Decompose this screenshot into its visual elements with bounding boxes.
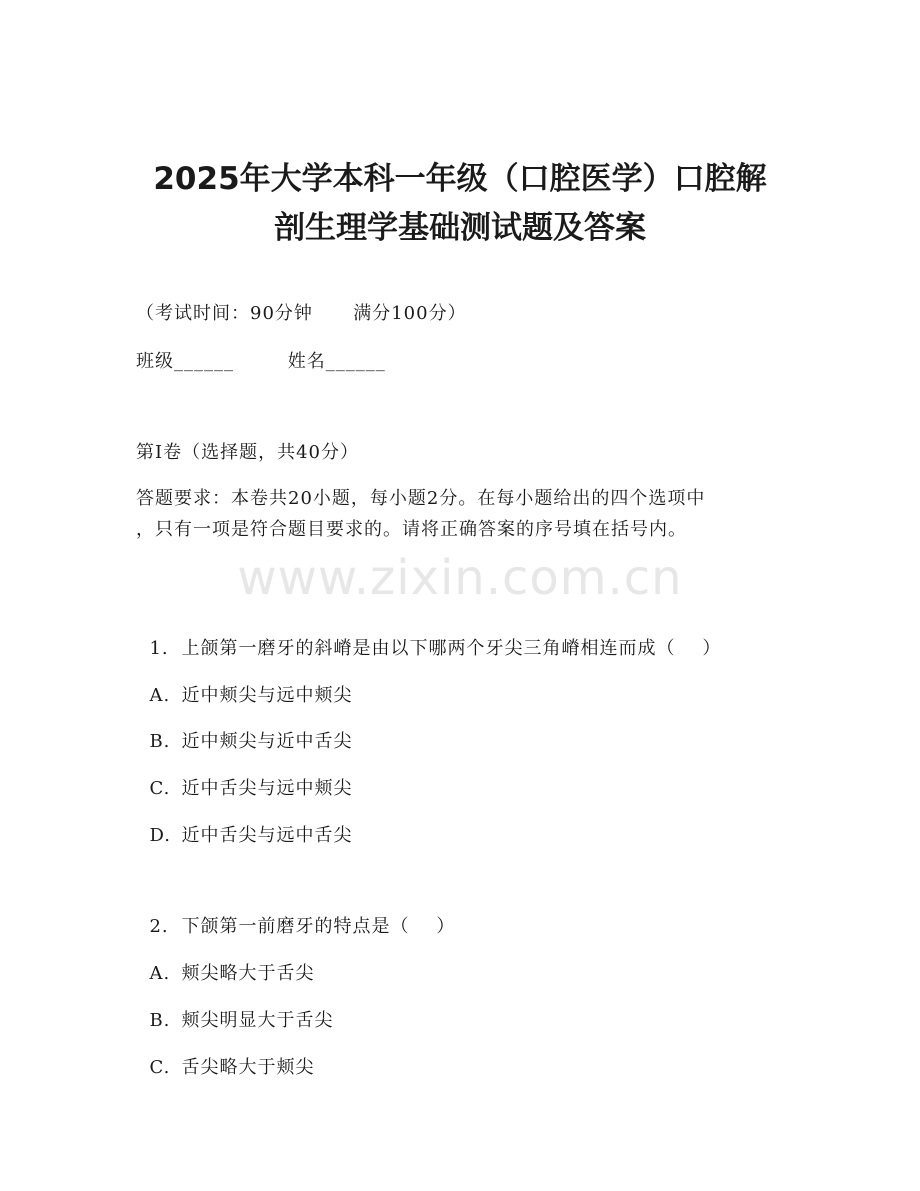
option-text: 近中舌尖与远中舌尖 xyxy=(181,825,353,846)
question-1 xyxy=(136,610,721,662)
question-1-option-a xyxy=(136,657,352,709)
option-text: 近中颊尖与远中颊尖 xyxy=(181,685,353,706)
question-2-option-a xyxy=(136,935,314,987)
question-2-option-c xyxy=(136,1029,314,1081)
watermark: www.zixin.com.cn xyxy=(237,550,683,606)
page-title-line-2: 剖生理学基础测试题及答案 xyxy=(274,210,646,246)
page-title-line-1: 2025年大学本科一年级（口腔医学）口腔解 xyxy=(153,161,767,197)
question-1-option-b xyxy=(136,703,352,755)
option-letter: C. xyxy=(149,778,171,799)
question-1-option-c xyxy=(136,750,352,802)
question-2-option-b xyxy=(136,982,333,1034)
question-2 xyxy=(136,888,455,940)
option-text: 舌尖略大于颊尖 xyxy=(181,1057,315,1078)
question-1-option-d xyxy=(136,797,352,849)
class-name-line: 班级______ 姓名______ xyxy=(136,351,386,372)
option-text: 近中舌尖与远中颊尖 xyxy=(181,778,353,799)
instructions-line-2: ，只有一项是符合题目要求的。请将正确答案的序号填在括号内。 xyxy=(136,519,687,540)
option-text: 近中颊尖与近中舌尖 xyxy=(181,731,353,752)
option-letter: D. xyxy=(149,825,171,846)
option-text: 颊尖明显大于舌尖 xyxy=(181,1010,334,1031)
question-number: 2. xyxy=(149,916,169,937)
exam-info: （考试时间：90分钟 满分100分） xyxy=(136,303,467,324)
option-letter: A. xyxy=(149,963,171,984)
question-number: 1. xyxy=(149,638,169,659)
instructions-line-1: 答题要求：本卷共20小题，每小题2分。在每小题给出的四个选项中 xyxy=(136,488,706,509)
option-letter: C. xyxy=(149,1057,171,1078)
option-text: 颊尖略大于舌尖 xyxy=(181,963,315,984)
option-letter: A. xyxy=(149,685,171,706)
question-text: 下颌第一前磨牙的特点是（ ） xyxy=(181,916,456,937)
option-letter: B. xyxy=(149,731,171,752)
question-text: 上颌第一磨牙的斜嵴是由以下哪两个牙尖三角嵴相连而成（ ） xyxy=(181,638,722,659)
section-heading: 第Ⅰ卷（选择题，共40分） xyxy=(136,442,360,463)
option-letter: B. xyxy=(149,1010,171,1031)
